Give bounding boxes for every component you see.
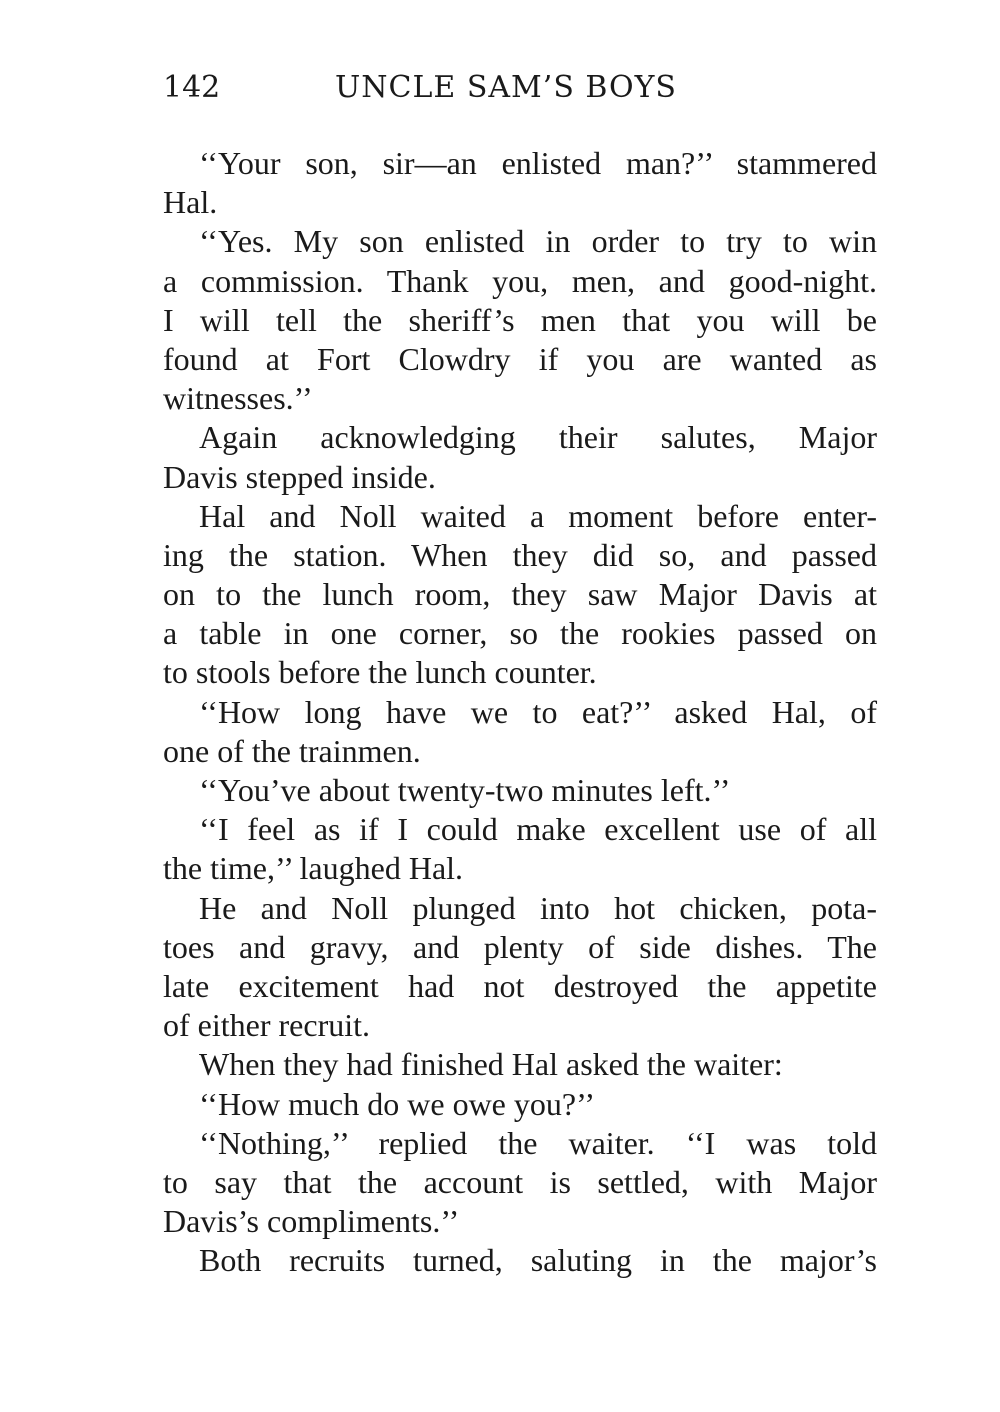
paragraph	[163, 1085, 877, 1124]
text-line: ‘‘How much do we owe you?’’	[199, 1085, 596, 1122]
body-text	[163, 144, 877, 1280]
text-line: to say that the account is settled, with Major	[163, 1163, 877, 1200]
text-line: ‘‘You’ve about twenty-two minutes left.’’	[199, 772, 731, 808]
text-line: ing the station. When they did so, and passed	[163, 536, 877, 573]
text-line: I will tell the sheriff’s men that you will be	[163, 301, 877, 338]
text-line: Hal and Noll waited a moment before enter-	[199, 497, 877, 534]
paragraph	[163, 771, 877, 810]
text-line: one of the trainmen.	[163, 732, 421, 769]
text-line: to stools before the lunch counter.	[163, 654, 597, 691]
paragraph	[163, 497, 877, 693]
text-line: Davis’s compliments.’’	[163, 1203, 460, 1240]
text-line: Both recruits turned, saluting in the major’s	[199, 1242, 877, 1279]
text-line: ‘‘Nothing,’’ replied the waiter. ‘‘I was told	[199, 1124, 877, 1161]
text-line: of either recruit.	[163, 1007, 370, 1044]
text-line: a table in one corner, so the rookies passed on	[163, 615, 877, 652]
text-line: When they had finished Hal asked the waiter:	[199, 1046, 783, 1083]
text-line: found at Fort Clowdry if you are wanted as	[163, 340, 877, 377]
text-line: Again acknowledging their salutes, Major	[199, 419, 877, 456]
page-number: 142	[163, 70, 221, 105]
paragraph	[163, 1124, 877, 1242]
text-line: ‘‘Your son, sir—an enlisted man?’’ stammered	[199, 145, 877, 181]
text-line: He and Noll plunged into hot chicken, pota-	[199, 889, 877, 926]
text-line: Davis stepped inside.	[163, 458, 436, 495]
text-line: toes and gravy, and plenty of side dishes. The	[163, 928, 877, 965]
paragraph	[163, 1241, 877, 1280]
text-line: on to the lunch room, they saw Major Davis at	[163, 576, 877, 613]
text-line: witnesses.’’	[163, 380, 313, 417]
paragraph	[163, 810, 877, 888]
paragraph	[163, 889, 877, 1046]
paragraph	[163, 1045, 877, 1084]
text-line: the time,’’ laughed Hal.	[163, 850, 464, 887]
text-line: a commission. Thank you, men, and good-night.	[163, 262, 877, 299]
paragraph	[163, 144, 877, 222]
text-line: ‘‘I feel as if I could make excellent use of all	[199, 811, 877, 848]
text-line: ‘‘How long have we to eat?’’ asked Hal, of	[199, 693, 877, 730]
paragraph	[163, 222, 877, 418]
page-header	[163, 66, 723, 110]
running-head: UNCLE SAM’S BOYS	[335, 70, 677, 105]
paragraph	[163, 418, 877, 496]
text-line: ‘‘Yes. My son enlisted in order to try to win	[199, 223, 877, 260]
text-line: Hal.	[163, 184, 218, 221]
text-line: late excitement had not destroyed the appetite	[163, 967, 877, 1004]
paragraph	[163, 693, 877, 771]
